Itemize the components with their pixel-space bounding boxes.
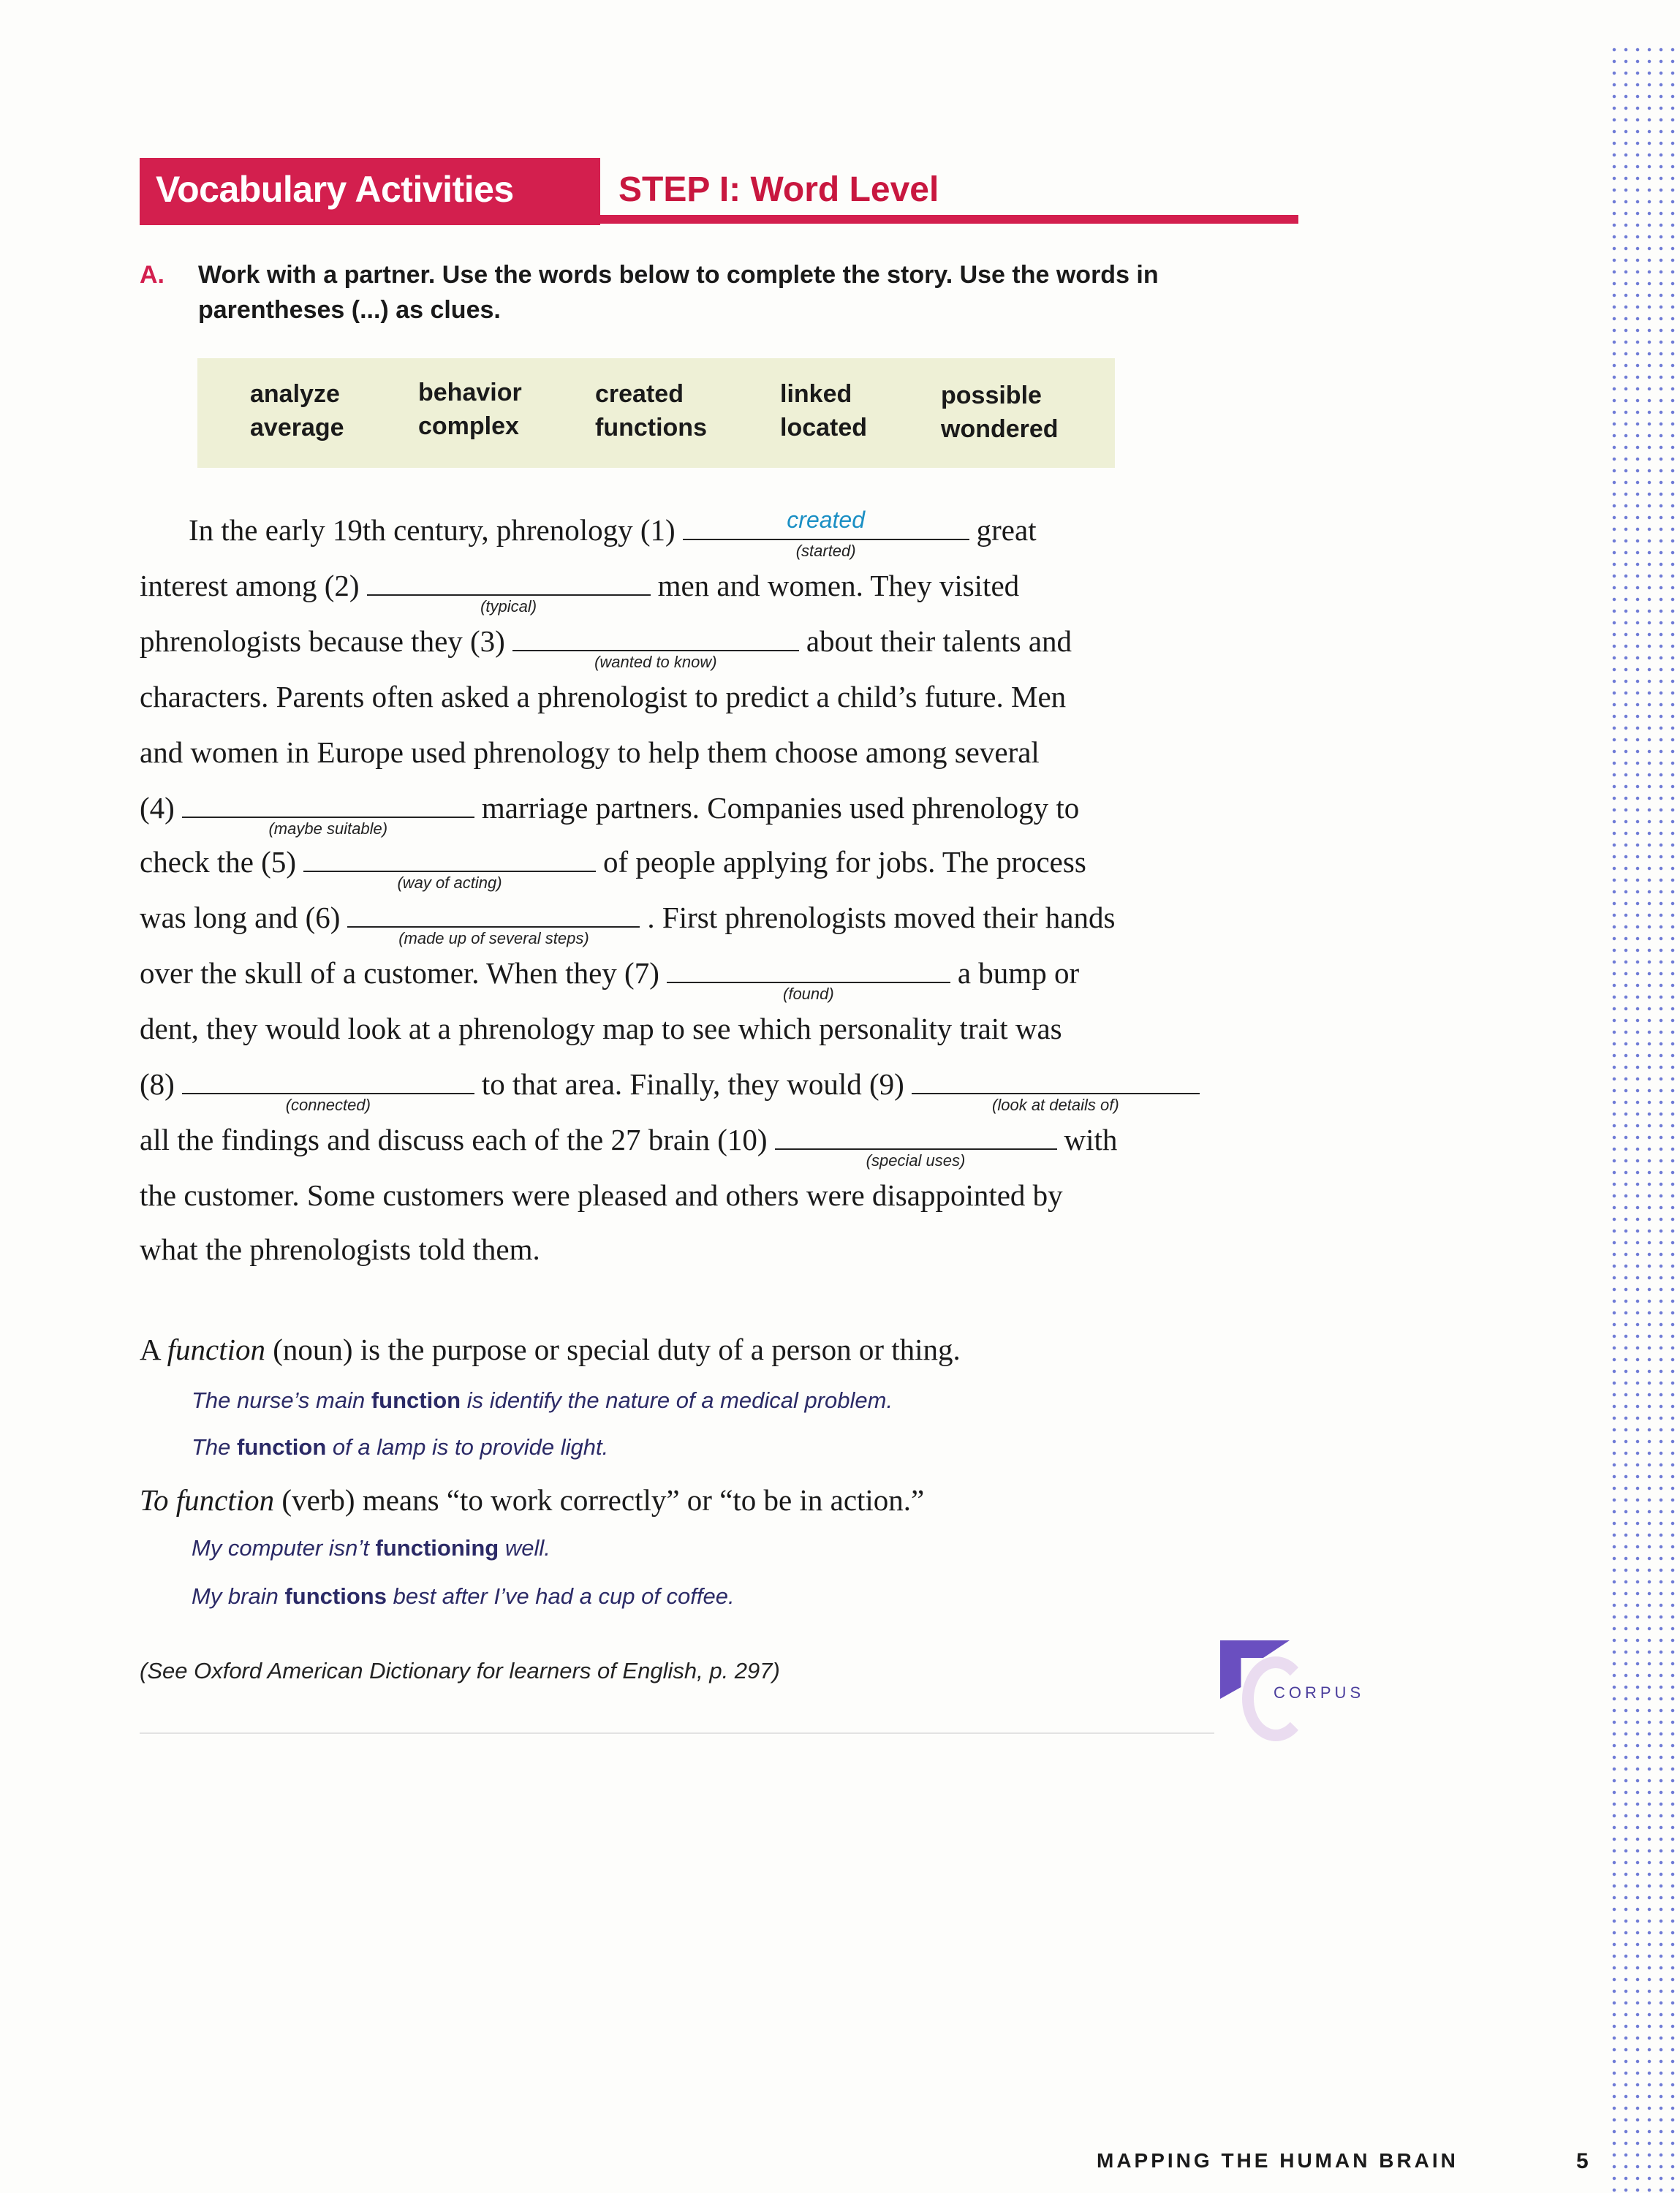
story-text: with	[1064, 1123, 1118, 1156]
story-text: was long and (6)	[140, 901, 341, 934]
instruction-text: Work with a partner. Use the words below to complete the story. Use the words in parentheses (...) as clues.	[198, 261, 1159, 324]
story-text: to that area. Finally, they would (9)	[481, 1067, 904, 1101]
word-item: located	[780, 414, 868, 442]
text: of a lamp is to provide light.	[326, 1434, 609, 1460]
text: (verb) means “to work correctly” or “to be in action.”	[274, 1483, 925, 1517]
story-text: characters. Parents often asked a phrenologist to predict a child’s future. Men	[140, 680, 1067, 713]
story-text: what the phrenologists told them.	[140, 1232, 540, 1266]
story-text: a bump or	[957, 956, 1080, 990]
story-text: of people applying for jobs. The process	[603, 845, 1086, 879]
story-line	[140, 1010, 1062, 1047]
story-text: about their talents and	[806, 624, 1072, 658]
story-text: great	[976, 513, 1037, 547]
story-text: and women in Europe used phrenology to help them choose among several	[140, 735, 1040, 769]
story-line	[140, 623, 1072, 671]
clue-text: (wanted to know)	[594, 653, 717, 671]
story-line	[140, 899, 1116, 947]
term: function	[371, 1387, 461, 1413]
dotted-margin-strip	[1608, 44, 1680, 2193]
step-title: STEP I: Word Level	[618, 170, 939, 209]
text: A	[140, 1333, 167, 1366]
answer-blank-2[interactable]	[367, 569, 651, 616]
word-item: possible	[941, 382, 1042, 409]
answer-blank-4[interactable]	[182, 792, 474, 838]
clue-text: (started)	[795, 542, 856, 560]
term: functioning	[375, 1535, 499, 1561]
story-line	[140, 734, 1040, 770]
filled-answer: created	[787, 507, 866, 533]
corpus-logo	[1217, 1630, 1378, 1747]
text: well.	[499, 1535, 550, 1561]
story-text: men and women. They visited	[657, 569, 1020, 602]
clue-text: (way of acting)	[397, 874, 502, 892]
section-label-box	[140, 158, 600, 225]
answer-blank-5[interactable]	[303, 846, 596, 892]
story-line	[140, 1231, 540, 1268]
story-line	[140, 567, 1020, 616]
story-text: In the early 19th century, phrenology (1)	[189, 513, 676, 547]
story-text: interest among (2)	[140, 569, 360, 602]
word-item: created	[595, 380, 684, 408]
story-line	[140, 1177, 1063, 1213]
story-line	[140, 789, 1080, 838]
answer-blank-7[interactable]	[667, 957, 950, 1003]
story-line	[140, 1121, 1118, 1170]
clue-text: (made up of several steps)	[398, 929, 589, 947]
word-item: behavior	[418, 379, 522, 406]
example-sentence	[192, 1434, 608, 1461]
answer-blank-3[interactable]	[512, 625, 799, 671]
story-line	[189, 507, 1037, 560]
text: is identify the nature of a medical problem.	[461, 1387, 893, 1413]
clue-text: (connected)	[285, 1096, 371, 1114]
verb-definition	[140, 1482, 924, 1518]
clue-text: (special uses)	[866, 1151, 966, 1170]
story-text: . First phrenologists moved their hands	[647, 901, 1116, 934]
example-sentence	[192, 1535, 550, 1561]
text: best after I’ve had a cup of coffee.	[386, 1583, 735, 1609]
text: The	[192, 1434, 238, 1460]
clue-text: (maybe suitable)	[268, 819, 388, 838]
divider	[140, 1732, 1214, 1734]
word-box	[197, 358, 1115, 468]
story-text: the customer. Some customers were pleased and others were disappointed by	[140, 1178, 1063, 1212]
section-title: Vocabulary Activities	[156, 169, 514, 210]
word-item: functions	[595, 414, 707, 442]
word-item: average	[250, 414, 344, 442]
word-item: analyze	[250, 380, 340, 408]
exercise-letter: A.	[140, 261, 164, 289]
story-line	[140, 1066, 1207, 1114]
text: (noun) is the purpose or special duty of a person or thing.	[265, 1333, 961, 1366]
story-line	[140, 955, 1080, 1003]
word-item: complex	[418, 412, 519, 440]
header-rule	[600, 215, 1298, 224]
text: The nurse’s main	[192, 1387, 371, 1413]
text: My brain	[192, 1583, 285, 1609]
story-text: marriage partners. Companies used phrenology to	[481, 791, 1080, 825]
term: To function	[140, 1483, 275, 1517]
answer-blank-1[interactable]	[683, 507, 969, 560]
page-number: 5	[1576, 2149, 1589, 2173]
story-text: dent, they would look at a phrenology map to see which personality trait was	[140, 1012, 1062, 1045]
answer-blank-6[interactable]	[347, 901, 640, 947]
word-item: linked	[780, 380, 852, 408]
dictionary-citation: (See Oxford American Dictionary for learners of English, p. 297)	[140, 1658, 780, 1683]
story-line	[140, 678, 1066, 715]
example-sentence	[192, 1583, 735, 1610]
story-text: (4)	[140, 791, 175, 825]
term: function	[237, 1434, 327, 1460]
answer-blank-9[interactable]	[912, 1068, 1200, 1114]
term: function	[167, 1333, 265, 1366]
clue-text: (found)	[783, 985, 834, 1003]
example-sentence	[192, 1387, 893, 1414]
clue-text: (look at details of)	[992, 1096, 1119, 1114]
clue-text: (typical)	[480, 597, 537, 616]
noun-definition	[140, 1332, 961, 1367]
term: functions	[284, 1583, 387, 1609]
story-text: all the findings and discuss each of the 27 brain (10)	[140, 1123, 768, 1156]
story-text: phrenologists because they (3)	[140, 624, 505, 658]
story-text: over the skull of a customer. When they (7)	[140, 956, 659, 990]
word-item: wondered	[941, 415, 1059, 443]
running-footer: MAPPING THE HUMAN BRAIN	[1097, 2149, 1458, 2172]
story-text: check the (5)	[140, 845, 296, 879]
text: My computer isn’t	[192, 1535, 376, 1561]
answer-blank-8[interactable]	[182, 1068, 474, 1114]
story-text: (8)	[140, 1067, 175, 1101]
corpus-label: CORPUS	[1274, 1683, 1365, 1702]
story-line	[140, 844, 1086, 892]
answer-blank-10[interactable]	[775, 1124, 1057, 1170]
section-header	[140, 158, 1298, 225]
